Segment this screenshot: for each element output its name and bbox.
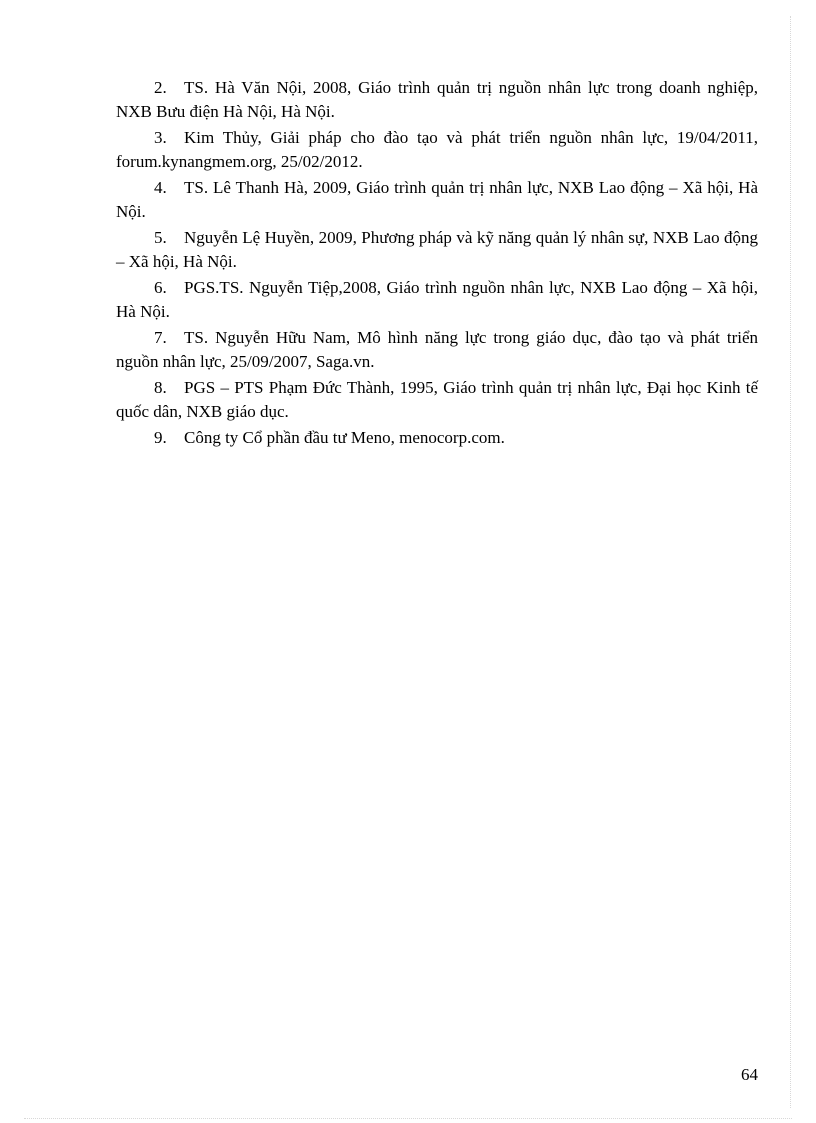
reference-text: PGS.TS. Nguyễn Tiệp,2008, Giáo trình nguồn nhân lực, NXB Lao động – Xã hội, Hà Nội. — [116, 278, 758, 321]
page-number: 64 — [741, 1065, 758, 1084]
reference-item — [116, 176, 758, 224]
reference-list — [116, 76, 758, 452]
reference-text: TS. Nguyễn Hữu Nam, Mô hình năng lực trong giáo dục, đào tạo và phát triển nguồn nhân lực, 25/09/2007, Saga.vn. — [116, 328, 758, 371]
reference-item — [116, 276, 758, 324]
reference-number: 4. — [154, 178, 167, 197]
reference-text: TS. Lê Thanh Hà, 2009, Giáo trình quản trị nhân lực, NXB Lao động – Xã hội, Hà Nội. — [116, 178, 758, 221]
reference-item — [116, 326, 758, 374]
reference-item — [116, 226, 758, 274]
reference-number: 6. — [154, 278, 167, 297]
reference-item — [116, 126, 758, 174]
page-border-right — [790, 16, 791, 1108]
reference-item — [116, 376, 758, 424]
reference-item — [116, 76, 758, 124]
reference-number: 3. — [154, 128, 167, 147]
reference-number: 9. — [154, 428, 167, 447]
reference-text: Nguyễn Lệ Huyền, 2009, Phương pháp và kỹ năng quản lý nhân sự, NXB Lao động – Xã hội, Hà Nội. — [116, 228, 758, 271]
reference-text: Công ty Cổ phần đầu tư Meno, menocorp.com. — [184, 428, 505, 447]
reference-number: 7. — [154, 328, 167, 347]
reference-text: TS. Hà Văn Nội, 2008, Giáo trình quản trị nguồn nhân lực trong doanh nghiệp, NXB Bưu điện Hà Nội, Hà Nội. — [116, 78, 758, 121]
reference-text: Kim Thủy, Giải pháp cho đào tạo và phát triển nguồn nhân lực, 19/04/2011, forum.kynangmem.org, 25/02/2012. — [116, 128, 758, 171]
reference-text: PGS – PTS Phạm Đức Thành, 1995, Giáo trình quản trị nhân lực, Đại học Kinh tế quốc dân, NXB giáo dục. — [116, 378, 758, 421]
reference-number: 5. — [154, 228, 167, 247]
reference-number: 2. — [154, 78, 167, 97]
reference-number: 8. — [154, 378, 167, 397]
page-border-bottom — [24, 1118, 792, 1119]
reference-item — [116, 426, 758, 450]
